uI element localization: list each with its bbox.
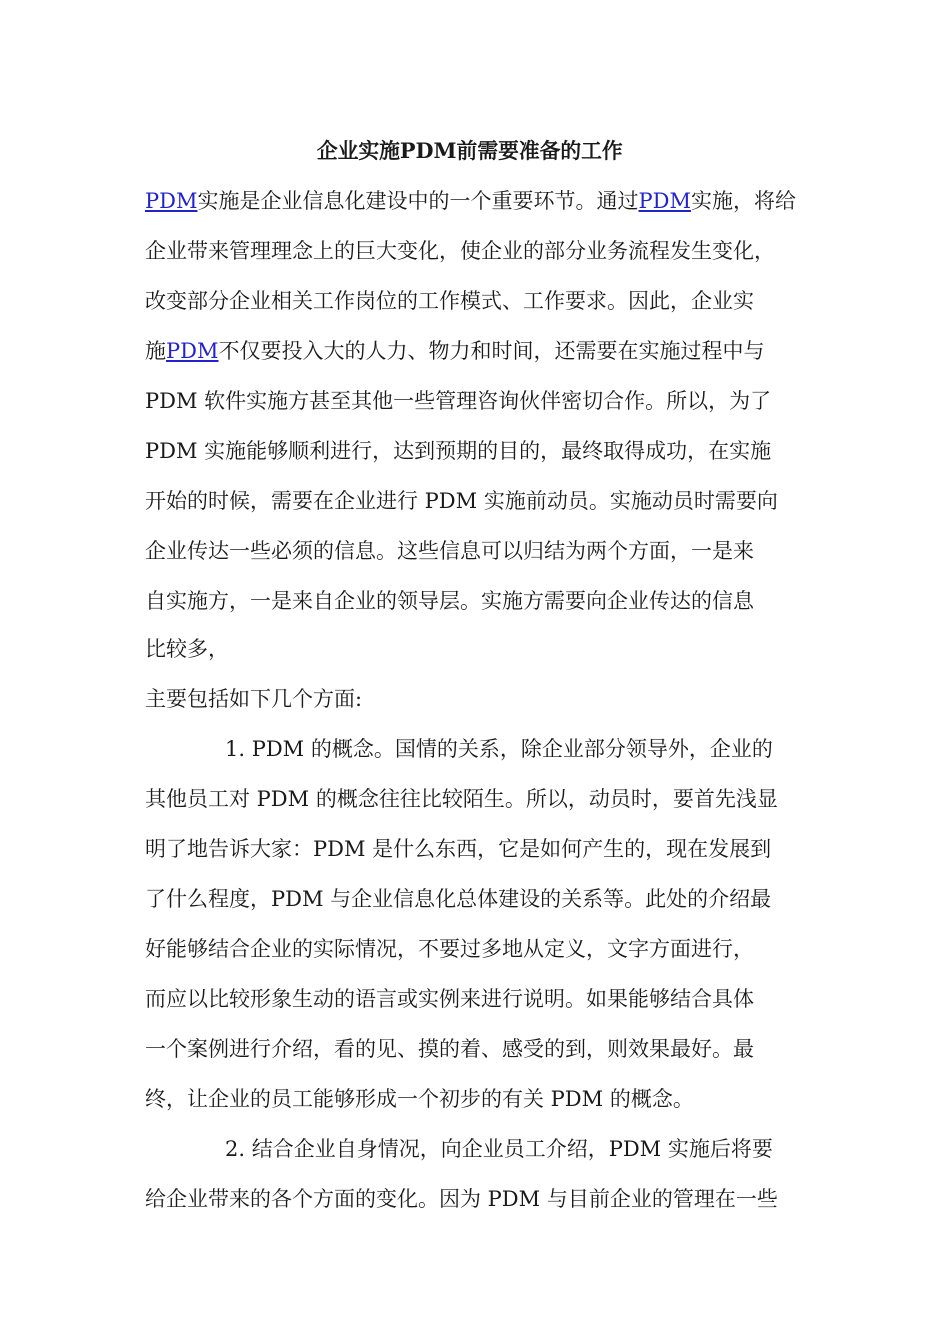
paragraph-line [145, 186, 796, 216]
paragraph-line: 比较多， [145, 637, 229, 661]
item-2-heading-line: 2. 结合企业自身情况，向企业员工介绍，PDM 实施后将要 [225, 1137, 773, 1161]
paragraph-line: 企业带来管理理念上的巨大变化，使企业的部分业务流程发生变化， [145, 239, 775, 263]
paragraph-line: 自实施方，一是来自企业的领导层。实施方需要向企业传达的信息 [145, 589, 754, 613]
item-1-heading-line: 1. PDM 的概念。国情的关系，除企业部分领导外，企业的 [225, 737, 773, 761]
item-1-line: 终，让企业的员工能够形成一个初步的有关 PDM 的概念。 [145, 1087, 694, 1111]
paragraph-line: 改变部分企业相关工作岗位的工作模式、工作要求。因此，企业实 [145, 289, 754, 313]
pdm-link[interactable]: PDM [638, 189, 691, 213]
paragraph-line: PDM 软件实施方甚至其他一些管理咨询伙伴密切合作。所以，为了 [145, 389, 772, 413]
paragraph-line: PDM 实施能够顺利进行，达到预期的目的，最终取得成功，在实施 [145, 439, 772, 463]
intro-line: 主要包括如下几个方面: [145, 687, 363, 711]
item-1-line: 了什么程度，PDM 与企业信息化总体建设的关系等。此处的介绍最 [145, 887, 772, 911]
paragraph-line: 开始的时候，需要在企业进行 PDM 实施前动员。实施动员时需要向 [145, 489, 778, 513]
item-2-line: 给企业带来的各个方面的变化。因为 PDM 与目前企业的管理在一些 [145, 1187, 778, 1211]
text-run: 实施，将给 [690, 189, 796, 213]
item-1-line: 明了地告诉大家：PDM 是什么东西，它是如何产生的，现在发展到 [145, 837, 772, 861]
item-1-line: 好能够结合企业的实际情况，不要过多地从定义，文字方面进行， [145, 937, 754, 961]
item-1-line: 而应以比较形象生动的语言或实例来进行说明。如果能够结合具体 [145, 987, 754, 1011]
document-title: 企业实施PDM前需要准备的工作 [316, 138, 623, 163]
pdm-link[interactable]: PDM [145, 189, 198, 213]
text-run: 实施是企业信息化建设中的一个重要环节。通过 [197, 189, 639, 213]
paragraph-line [145, 336, 764, 366]
item-1-line: 其他员工对 PDM 的概念往往比较陌生。所以，动员时，要首先浅显 [145, 787, 778, 811]
pdm-link[interactable]: PDM [166, 339, 219, 363]
text-run: 不仅要投入大的人力、物力和时间，还需要在实施过程中与 [218, 339, 765, 363]
paragraph-line: 企业传达一些必须的信息。这些信息可以归结为两个方面，一是来 [145, 539, 754, 563]
text-run: 施 [145, 339, 166, 363]
item-1-line: 一个案例进行介绍，看的见、摸的着、感受的到，则效果最好。最 [145, 1037, 754, 1061]
